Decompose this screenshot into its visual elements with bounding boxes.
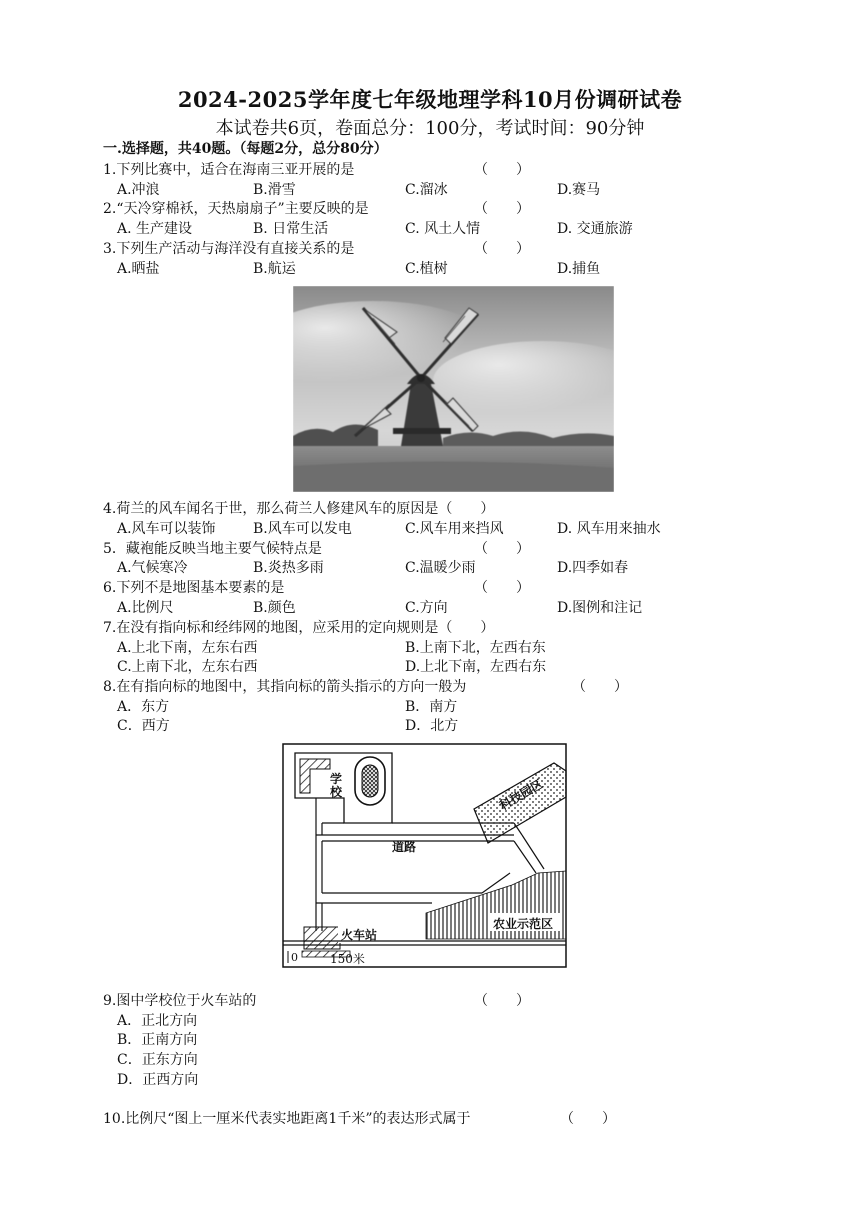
question-6-option-c[interactable]: C.方向 — [405, 600, 448, 616]
question-2-answer-blank[interactable]: （ ） — [474, 201, 530, 217]
question-1-option-d[interactable]: D.赛马 — [557, 182, 601, 198]
question-4-option-c[interactable]: C.风车用来挡风 — [405, 521, 504, 537]
question-6-stem: 6.下列不是地图基本要素的是 — [103, 580, 285, 596]
question-4-stem: 4.荷兰的风车闻名于世，那么荷兰人修建风车的原因是（ ） — [103, 501, 495, 517]
question-9-option-a[interactable]: A．正北方向 — [117, 1013, 198, 1029]
question-3-stem: 3.下列生产活动与海洋没有直接关系的是 — [103, 241, 355, 257]
question-6-answer-blank[interactable]: （ ） — [474, 580, 530, 596]
question-4-option-d[interactable]: D. 风车用来抽水 — [557, 521, 661, 537]
question-4-option-b[interactable]: B.风车可以发电 — [253, 521, 352, 537]
question-1-answer-blank[interactable]: （ ） — [474, 162, 530, 178]
question-1-stem: 1.下列比赛中，适合在海南三亚开展的是 — [103, 162, 355, 178]
question-8-answer-blank[interactable]: （ ） — [572, 679, 628, 695]
question-8-stem: 8.在有指向标的地图中，其指向标的箭头指示的方向一般为 — [103, 679, 467, 695]
question-2-stem: 2.“天冷穿棉袄，天热扇扇子”主要反映的是 — [103, 201, 369, 217]
scale-distance-label: 150米 — [330, 952, 365, 966]
question-9-option-c[interactable]: C．正东方向 — [117, 1052, 198, 1068]
question-2-option-a[interactable]: A. 生产建设 — [117, 221, 193, 237]
question-1-option-a[interactable]: A.冲浪 — [117, 182, 160, 198]
question-8-option-b[interactable]: B．南方 — [405, 699, 458, 715]
question-5-option-a[interactable]: A.气候寒冷 — [117, 560, 188, 576]
question-2-option-d[interactable]: D. 交通旅游 — [557, 221, 633, 237]
question-7-option-b[interactable]: B.上南下北，左西右东 — [405, 640, 546, 656]
question-5-option-c[interactable]: C.温暖少雨 — [405, 560, 476, 576]
scale-zero-label: 0 — [291, 951, 298, 964]
school-label: 学校 — [330, 772, 343, 799]
question-10-answer-blank[interactable]: （ ） — [560, 1111, 616, 1127]
question-3-option-c[interactable]: C.植树 — [405, 261, 448, 277]
windmill-illustration — [293, 286, 614, 492]
question-7-stem: 7.在没有指向标和经纬网的地图，应采用的定向规则是（ ） — [103, 620, 495, 636]
train-station-building — [304, 927, 340, 949]
question-3-option-a[interactable]: A.晒盐 — [117, 261, 160, 277]
question-5-answer-blank[interactable]: （ ） — [474, 541, 530, 557]
question-9-option-b[interactable]: B．正南方向 — [117, 1032, 198, 1048]
question-5-option-d[interactable]: D.四季如春 — [557, 560, 629, 576]
question-7-option-d[interactable]: D.上北下南，左西右东 — [405, 659, 547, 675]
question-7-option-a[interactable]: A.上北下南，左东右西 — [117, 640, 258, 656]
question-8-option-a[interactable]: A．东方 — [117, 699, 170, 715]
question-3-option-b[interactable]: B.航运 — [253, 261, 296, 277]
agricultural-zone-label: 农业示范区 — [493, 917, 554, 931]
tech-park-label: 科技园区 — [497, 776, 546, 813]
question-1-option-b[interactable]: B.滑雪 — [253, 182, 296, 198]
question-3-answer-blank[interactable]: （ ） — [474, 241, 530, 257]
question-10-stem: 10.比例尺“图上一厘米代表实地距离1千米”的表达形式属于 — [103, 1111, 471, 1127]
road-label: 道路 — [392, 840, 417, 854]
question-2-option-c[interactable]: C. 风土人情 — [405, 221, 481, 237]
question-6-option-d[interactable]: D.图例和注记 — [557, 600, 643, 616]
question-6-option-b[interactable]: B.颜色 — [253, 600, 296, 616]
question-8-option-c[interactable]: C．西方 — [117, 718, 170, 734]
question-5-option-b[interactable]: B.炎热多雨 — [253, 560, 324, 576]
question-7-option-c[interactable]: C.上南下北，左东右西 — [117, 659, 258, 675]
question-9-answer-blank[interactable]: （ ） — [474, 993, 530, 1009]
exam-subtitle: 本试卷共6页，卷面总分：100分，考试时间：90分钟 — [215, 118, 645, 139]
question-5-stem: 5．藏袍能反映当地主要气候特点是 — [103, 541, 322, 557]
question-4-option-a[interactable]: A.风车可以装饰 — [117, 521, 216, 537]
question-6-option-a[interactable]: A.比例尺 — [117, 600, 174, 616]
question-9-option-d[interactable]: D．正西方向 — [117, 1072, 199, 1088]
question-1-option-c[interactable]: C.溜冰 — [405, 182, 448, 198]
train-station-label: 火车站 — [341, 928, 378, 942]
question-8-option-d[interactable]: D．北方 — [405, 718, 459, 734]
question-9-stem: 9.图中学校位于火车站的 — [103, 993, 257, 1009]
windmill-photo — [293, 286, 614, 492]
exam-title: 2024-2025学年度七年级地理学科10月份调研试卷 — [177, 87, 683, 112]
question-3-option-d[interactable]: D.捕鱼 — [557, 261, 601, 277]
section-heading: 一.选择题，共40题。（每题2分，总分80分） — [103, 141, 388, 157]
town-map-figure — [282, 743, 568, 969]
question-2-option-b[interactable]: B. 日常生活 — [253, 221, 329, 237]
track-field — [362, 765, 378, 797]
